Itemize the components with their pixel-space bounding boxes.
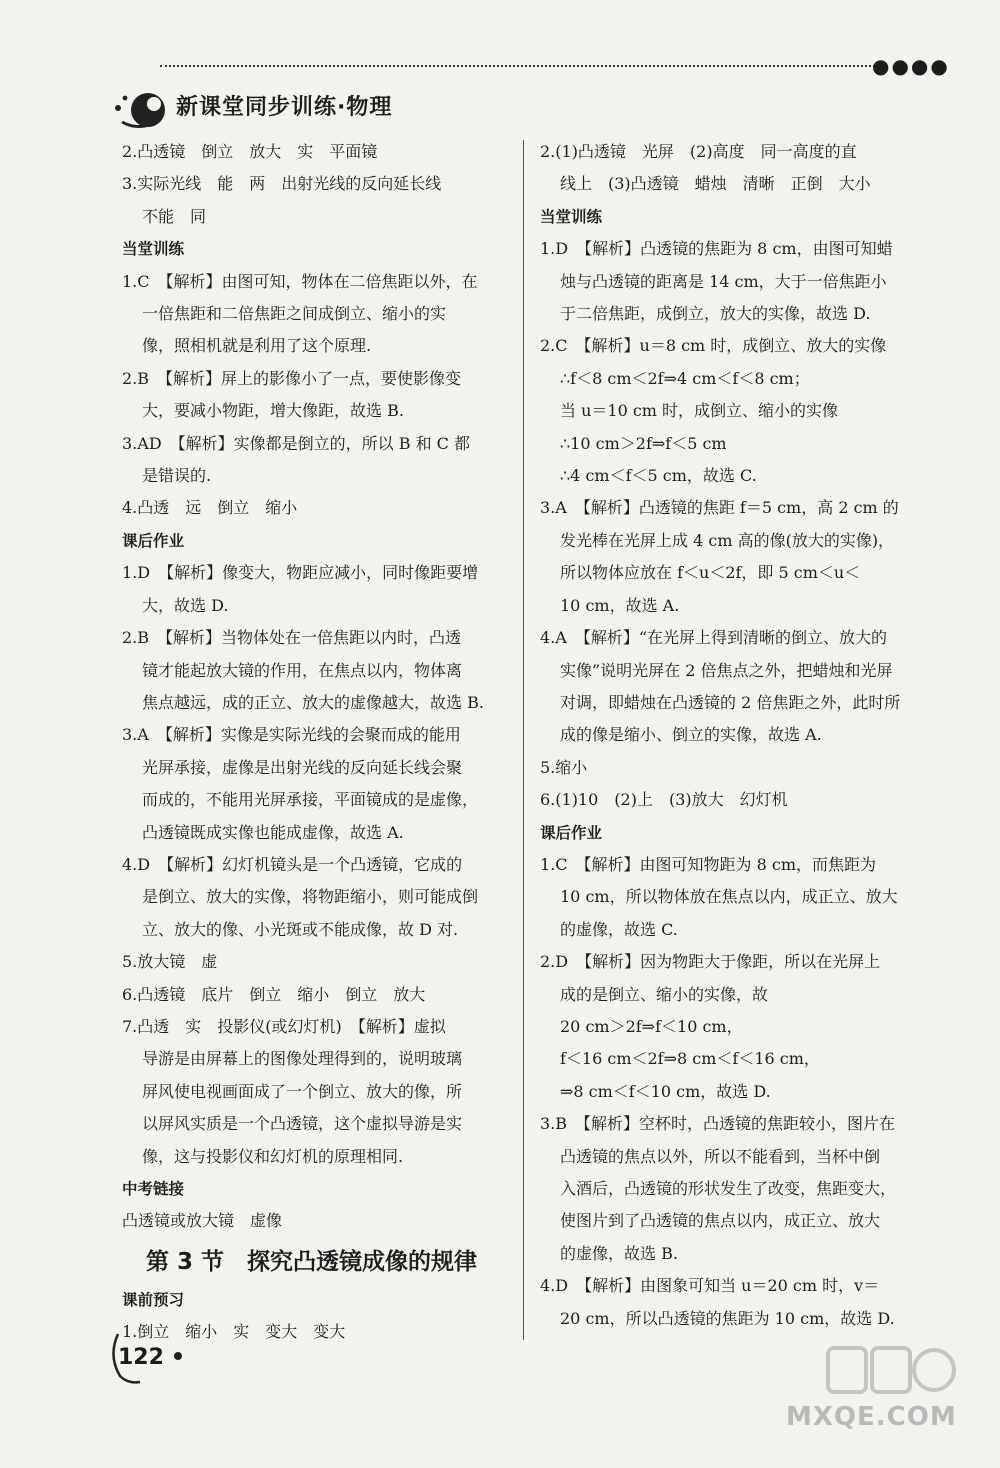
answer-item [540,849,922,946]
answer-line: 4.D 【解析】幻灯机镜头是一个凸透镜，它成的 [122,854,463,874]
answer-line: 以屏风实质是一个凸透镜，这个虚拟导游是实 [142,1114,463,1134]
answer-line: ∴10 cm＞2f⇒f＜5 cm [560,433,727,453]
answer-line: 凸透镜既成实像也能成虚像，故选 A. [142,822,404,842]
watermark-logo-icon [826,1340,956,1402]
right-column [540,136,922,1335]
answer-line: 光屏承接，虚像是出射光线的反向延长线会聚 [142,757,463,777]
answer-line: 2.凸透镜 倒立 放大 实 平面镜 [122,142,378,161]
answer-line: 10 cm，故选 A. [560,595,680,615]
answer-line: 1.D 【解析】凸透镜的焦距为 8 cm，由图可知蜡 [540,239,893,259]
right-class-answers [540,233,922,816]
chapter-title: 第 3 节 探究凸透镜成像的规律 [146,1248,478,1275]
answer-line: 2.C 【解析】u＝8 cm 时，成倒立、放大的实像 [540,336,887,356]
answer-line: 所以物体应放在 f＜u＜2f，即 5 cm＜u＜ [560,563,861,583]
answer-line: 3.B 【解析】空杯时，凸透镜的焦距较小，图片在 [540,1114,896,1134]
left-homework-answers [122,557,510,1173]
answer-line: 大，故选 D. [142,595,229,615]
answer-line: 是错误的. [142,466,212,486]
answer-line: ⇒8 cm＜f＜10 cm，故选 D. [560,1081,771,1101]
answer-item [122,136,510,168]
answer-line: 像，这与投影仪和幻灯机的原理相同. [142,1146,404,1166]
answer-line: 大，要减小物距，增大像距，故选 B. [142,401,404,421]
exam-link-answer: 凸透镜或放大镜 虚像 [122,1211,283,1231]
answer-item [122,1011,510,1173]
answer-item [540,233,922,330]
answer-line: 立、放大的像、小光斑或不能成像，故 D 对. [142,919,459,939]
left-top-answers [122,136,510,233]
answer-line: 烛与凸透镜的距离是 14 cm，大于一倍焦距小 [560,271,887,291]
answer-item [122,622,510,719]
answer-line: 20 cm，所以凸透镜的焦距为 10 cm，故选 D. [560,1308,895,1328]
answer-item [122,979,510,1011]
left-column [122,136,510,1349]
answer-line: 于二倍焦距，成倒立，放大的实像，故选 D. [560,304,871,324]
answer-item [540,1108,922,1270]
answer-line: 3.AD 【解析】实像都是倒立的，所以 B 和 C 都 [122,433,470,453]
answer-line: 使图片到了凸透镜的焦点以内，成正立、放大 [560,1211,881,1231]
answer-line: 屏风使电视画面成了一个倒立、放大的像，所 [142,1081,463,1101]
answer-line: 的虚像，故选 C. [560,919,678,939]
answer-line: 镜才能起放大镜的作用，在焦点以内，物体离 [142,660,463,680]
answer-line: 5.放大镜 虚 [122,952,218,972]
right-top-answers [540,136,922,201]
answer-item [540,752,922,784]
answer-line: 1.C 【解析】由图可知物距为 8 cm，而焦距为 [540,854,876,874]
answer-line: 实像”说明光屏在 2 倍焦点之外，把蜡烛和光屏 [560,660,893,680]
answer-item [540,622,922,752]
header-title: 新课堂同步训练·物理 [176,95,393,120]
header-rule [160,65,875,67]
answer-line: ∴f＜8 cm＜2f⇒4 cm＜f＜8 cm； [560,368,810,388]
section-heading-class-training: 当堂训练 [122,240,185,259]
answer-line: 成的是倒立、缩小的实像，故 [560,984,769,1004]
answer-line: 3.A 【解析】凸透镜的焦距 f＝5 cm，高 2 cm 的 [540,498,899,518]
section-heading-homework: 课后作业 [540,823,603,842]
answer-line: 6.(1)10 (2)上 (3)放大 幻灯机 [540,790,788,810]
book-logo-icon [110,86,170,132]
watermark-text: MXQE.COM [786,1402,957,1432]
answer-item [122,719,510,849]
answer-line: f＜16 cm＜2f⇒8 cm＜f＜16 cm， [560,1049,820,1069]
answer-item [122,849,510,946]
answer-item [122,363,510,428]
section-heading-exam-link: 中考链接 [122,1180,185,1198]
answer-item [540,784,922,816]
answer-line: 1.C 【解析】由图可知，物体在二倍焦距以外，在 [122,271,478,291]
answer-item [122,557,510,622]
section-heading-class-training: 当堂训练 [540,207,603,226]
answer-item [122,168,510,233]
page-header [110,80,930,136]
answer-item [122,266,510,363]
answer-line: 2.(1)凸透镜 光屏 (2)高度 同一高度的直 [540,142,857,161]
answer-item [122,492,510,524]
answer-line: 导游是由屏幕上的图像处理得到的，说明玻璃 [142,1049,463,1069]
answer-line: 2.B 【解析】屏上的影像小了一点，要使影像变 [122,368,462,388]
answer-line: 而成的，不能用光屏承接，平面镜成的是虚像， [142,790,479,810]
answer-line: 3.A 【解析】实像是实际光线的会聚而成的能用 [122,725,461,745]
answer-line: 发光棒在光屏上成 4 cm 高的像(放大的实像)， [560,530,895,550]
answer-item [540,946,922,1108]
answer-line: 1.D 【解析】像变大，物距应减小，同时像距要增 [122,563,479,583]
answer-line: 成的像是缩小、倒立的实像，故选 A. [560,725,822,745]
section-heading-homework: 课后作业 [122,531,185,550]
column-divider [523,140,524,1340]
right-homework-answers [540,849,922,1335]
answer-line: 当 u＝10 cm 时，成倒立、缩小的实像 [560,401,839,421]
answer-line: 线上 (3)凸透镜 蜡烛 清晰 正倒 大小 [560,174,871,194]
answer-item [540,330,922,492]
answer-line: 2.B 【解析】当物体处在一倍焦距以内时，凸透 [122,628,462,648]
section-heading-preview: 课前预习 [122,1290,185,1309]
answer-line: 4.A 【解析】“在光屏上得到清晰的倒立、放大的 [540,628,888,648]
answer-line: 5.缩小 [540,757,588,777]
answer-line: 的虚像，故选 B. [560,1243,678,1263]
answer-line: 焦点越远，成的正立、放大的虚像越大，故选 B. [142,692,484,712]
answer-line: 入酒后，凸透镜的形状发生了改变，焦距变大， [560,1179,897,1198]
answer-item [540,1270,922,1335]
answer-line: 20 cm＞2f⇒f＜10 cm， [560,1016,743,1036]
answer-item [540,136,922,201]
answer-line: 7.凸透 实 投影仪(或幻灯机) 【解析】虚拟 [122,1016,446,1036]
answer-line: 不能 同 [142,206,207,226]
answer-item [540,492,922,622]
answer-line: 4.凸透 远 倒立 缩小 [122,498,298,518]
answer-item [122,428,510,493]
answer-line: 对调，即蜡烛在凸透镜的 2 倍焦距之外，此时所 [560,692,901,712]
answer-line: 6.凸透镜 底片 倒立 缩小 倒立 放大 [122,984,426,1004]
answer-line: 4.D 【解析】由图象可知当 u＝20 cm 时，v＝ [540,1276,880,1296]
preview-answer: 1.倒立 缩小 实 变大 变大 [122,1322,346,1342]
answer-line: 一倍焦距和二倍焦距之间成倒立、缩小的实 [142,304,447,324]
left-class-answers [122,266,510,525]
answer-line: 凸透镜的焦点以外，所以不能看到，当杯中倒 [560,1146,881,1166]
answer-line: ∴4 cm＜f＜5 cm，故选 C. [560,466,757,486]
answer-line: 10 cm，所以物体放在焦点以内，成正立、放大 [560,887,898,907]
answer-line: 2.D 【解析】因为物距大于像距，所以在光屏上 [540,952,881,972]
answer-line: 是倒立、放大的实像，将物距缩小，则可能成倒 [142,887,479,907]
answer-item [122,946,510,978]
page-number: 122 [118,1345,164,1370]
header-dots: ●●●● [872,54,950,78]
answer-line: 像，照相机就是利用了这个原理. [142,336,372,356]
answer-line: 3.实际光线 能 两 出射光线的反向延长线 [122,174,442,194]
